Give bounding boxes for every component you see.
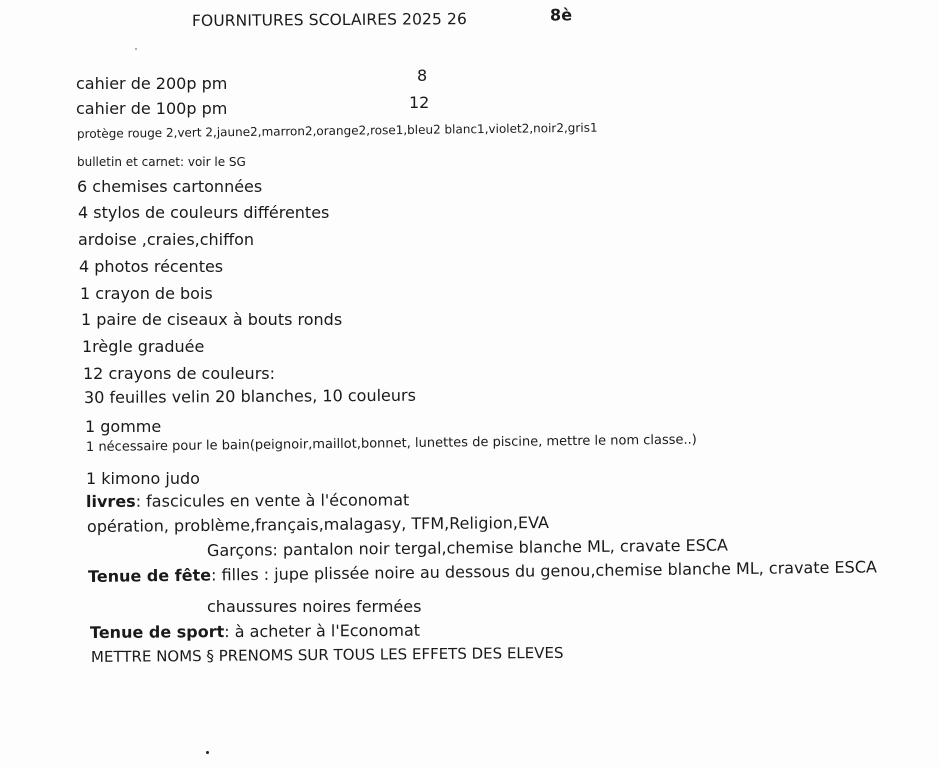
tenue-sport-line: [90, 621, 420, 642]
list-item: 1règle graduée: [82, 337, 205, 356]
tenue-fete-filles: : filles : jupe plissée noire au dessous du genou,chemise blanche ML, cravate ESCA: [210, 557, 877, 585]
list-item-qty: 8: [417, 66, 428, 85]
list-item: 1 nécessaire pour le bain(peignoir,maillot,bonnet, lunettes de piscine, mettre le nom classe..): [85, 432, 697, 455]
list-item: 12 crayons de couleurs:: [83, 364, 275, 383]
list-item: 6 chemises cartonnées: [77, 177, 263, 196]
tenue-fete-garcons: Garçons: pantalon noir tergal,chemise blanche ML, cravate ESCA: [206, 535, 729, 560]
livres-label: livres: [85, 491, 136, 511]
livres-list: opération, problème,français,malagasy, TFM,Religion,EVA: [86, 512, 549, 536]
title-text: FOURNITURES SCOLAIRES 2025 26: [191, 10, 467, 30]
list-item: 1 crayon de bois: [80, 284, 213, 303]
grade-label: 8è: [549, 5, 573, 25]
list-item: bulletin et carnet: voir le SG: [77, 155, 246, 169]
list-item: 1 paire de ciseaux à bouts ronds: [81, 310, 343, 329]
tenue-sport-text: : à acheter à l'Economat: [224, 620, 421, 642]
list-item: 4 photos récentes: [79, 257, 224, 276]
livres-line: [86, 490, 409, 511]
scan-speck: [206, 751, 209, 754]
livres-text: : fascicules en vente à l'économat: [135, 490, 410, 511]
list-item: protège rouge 2,vert 2,jaune2,marron2,orange2,rose1,bleu2 blanc1,violet2,noir2,gris1: [76, 120, 598, 141]
footer-note: METTRE NOMS § PRENOMS SUR TOUS LES EFFETS DES ELEVES: [90, 643, 564, 666]
tenue-sport-label: Tenue de sport: [89, 622, 225, 642]
list-item: 1 gomme: [85, 417, 162, 436]
list-item: 1 kimono judo: [86, 469, 200, 488]
scan-speck: [135, 48, 137, 50]
list-item: cahier de 100p pm: [76, 99, 228, 118]
page-title: [191, 5, 573, 30]
tenue-fete-label: Tenue de fête: [87, 565, 212, 586]
list-item-qty: 12: [409, 93, 430, 112]
list-item: cahier de 200p pm: [76, 74, 228, 93]
list-item: ardoise ,craies,chiffon: [78, 230, 255, 249]
list-item: 30 feuilles velin 20 blanches, 10 couleurs: [83, 385, 416, 407]
tenue-fete-chaussures: chaussures noires fermées: [207, 597, 422, 616]
list-item: 4 stylos de couleurs différentes: [78, 203, 330, 222]
tenue-fete-line: [88, 557, 877, 586]
